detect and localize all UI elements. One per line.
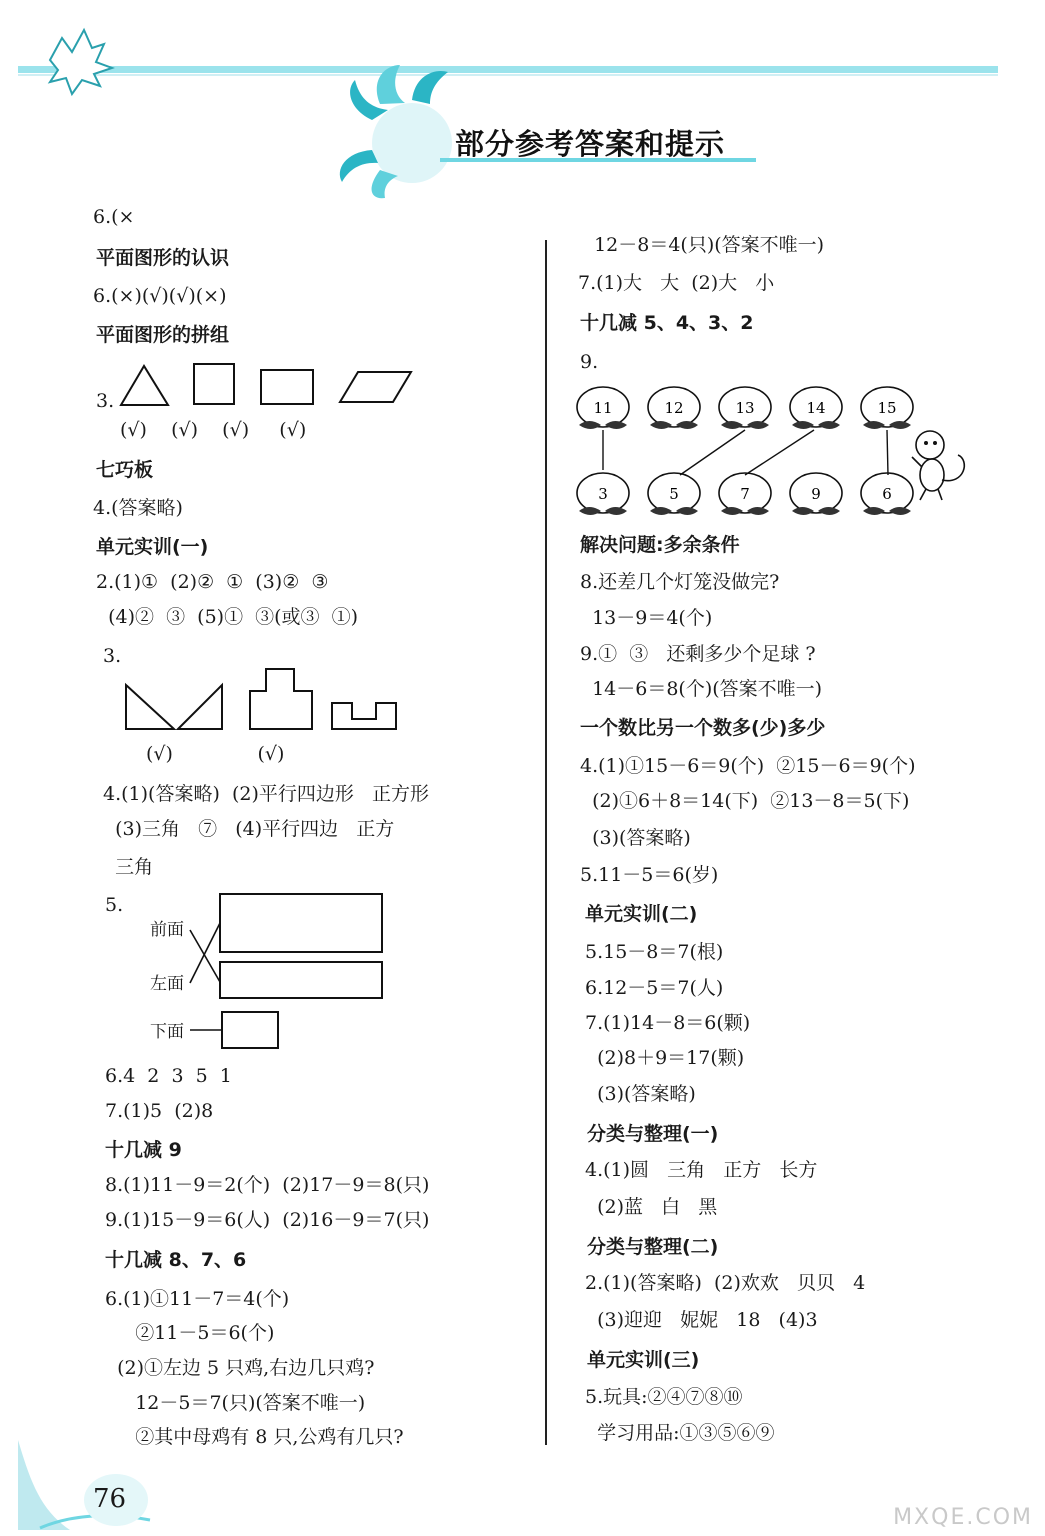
peach-item	[577, 473, 629, 515]
view-label-bottom: 下面	[150, 1022, 184, 1042]
peach-number: 3	[598, 485, 608, 503]
section-heading: 解决问题:多余条件	[580, 534, 740, 556]
answer-line: 学习用品:①③⑤⑥⑨	[585, 1422, 775, 1444]
peach-item	[790, 387, 842, 429]
answer-line: 6.12－5＝7(人)	[585, 977, 724, 999]
answer-line: 5.玩具:②④⑦⑧⑩	[585, 1386, 743, 1408]
answer-line: 5.11－5＝6(岁)	[580, 864, 719, 886]
section-heading: 十几减 5、4、3、2	[580, 312, 754, 334]
answer-line: 6.4 2 3 5 1	[105, 1065, 232, 1087]
peach-number: 13	[735, 399, 755, 417]
peach-item	[648, 473, 700, 515]
peach-item	[577, 387, 629, 429]
answer-line: (4)② ③ (5)① ③(或③ ①)	[96, 606, 359, 628]
answer-line: (3)三角 ⑦ (4)平行四边 正方	[103, 818, 395, 840]
peach-number: 12	[664, 399, 684, 417]
monkey-icon	[912, 431, 964, 500]
peach-number: 11	[593, 399, 613, 417]
answer-line: 4.(1)圆 三角 正方 长方	[585, 1159, 818, 1181]
answer-line: (3)迎迎 妮妮 18 (4)3	[585, 1309, 818, 1331]
answer-line: 8.(1)11－9＝2(个) (2)17－9＝8(只)	[105, 1174, 430, 1196]
shapes-figure	[118, 360, 418, 412]
answer-line: 6.(×)(√)(√)(×)	[93, 285, 227, 307]
section-heading: 七巧板	[96, 459, 154, 481]
peach-item	[719, 387, 771, 429]
answer-line: (2)蓝 白 黑	[585, 1196, 718, 1218]
answer-line: (3)(答案略)	[580, 827, 691, 849]
answer-line: 13－9＝4(个)	[580, 607, 713, 629]
answer-line: 6.(×	[93, 206, 135, 228]
answer-line: (3)(答案略)	[585, 1083, 696, 1105]
peach-number: 7	[740, 485, 750, 503]
peach-item	[861, 473, 913, 515]
page-number: 76	[93, 1484, 127, 1514]
answer-line: 14－6＝8(个)(答案不唯一)	[580, 678, 823, 700]
section-heading: 单元实训(一)	[96, 536, 209, 558]
peach-item	[861, 387, 913, 429]
answer-line: (2)①左边 5 只鸡,右边几只鸡?	[105, 1357, 375, 1379]
answer-line: 6.(1)①11－7＝4(个)	[105, 1288, 290, 1310]
matching-views-figure	[180, 890, 390, 1050]
answer-line: 9.① ③ 还剩多少个足球 ?	[580, 643, 816, 665]
watermark: MXQE.COM	[893, 1505, 1033, 1530]
view-label-left: 左面	[150, 974, 184, 994]
section-heading: 一个数比另一个数多(少)多少	[580, 717, 826, 739]
section-heading: 单元实训(二)	[585, 903, 698, 925]
composed-shapes-figure	[120, 665, 410, 735]
section-heading: 平面图形的拼组	[96, 324, 230, 346]
answer-line: (2)①6＋8＝14(下) ②13－8＝5(下)	[580, 790, 910, 812]
section-heading: 十几减 8、7、6	[105, 1249, 247, 1271]
footer-decoration	[0, 1420, 200, 1536]
peach-number: 5	[669, 485, 679, 503]
peach-item	[648, 387, 700, 429]
header-decoration	[0, 0, 1045, 200]
section-heading: 平面图形的认识	[96, 247, 230, 269]
answer-line: 12－5＝7(只)(答案不唯一)	[105, 1392, 366, 1414]
answer-line: 三角	[103, 856, 154, 878]
answer-line: 5.15－8＝7(根)	[585, 941, 724, 963]
peach-number: 6	[882, 485, 892, 503]
section-heading: 分类与整理(一)	[587, 1123, 719, 1145]
answer-line: ②11－5＝6(个)	[105, 1322, 275, 1344]
peach-number: 14	[806, 399, 826, 417]
answer-line: 2.(1)(答案略) (2)欢欢 贝贝 4	[585, 1272, 866, 1294]
section-heading: 十几减 9	[105, 1139, 182, 1161]
section-heading: 分类与整理(二)	[587, 1236, 719, 1258]
peach-number: 15	[877, 399, 897, 417]
answer-line: 12－8＝4(只)(答案不唯一)	[582, 234, 825, 256]
answer-line: 9.(1)15－9＝6(人) (2)16－9＝7(只)	[105, 1209, 430, 1231]
peach-item	[790, 473, 842, 515]
page-title: 部分参考答案和提示	[455, 127, 726, 161]
column-divider	[545, 240, 547, 1445]
answer-line: 8.还差几个灯笼没做完?	[580, 571, 780, 593]
view-label-front: 前面	[150, 920, 184, 940]
answer-line: 4.(1)(答案略) (2)平行四边形 正方形	[103, 783, 429, 805]
answer-line: 9.	[580, 351, 599, 373]
peach-number: 9	[811, 485, 821, 503]
answer-line: 7.(1)大 大 (2)大 小	[578, 272, 775, 294]
answer-line: 4.(答案略)	[93, 497, 183, 519]
answer-line: 5.	[105, 894, 124, 916]
answer-line: 7.(1)5 (2)8	[105, 1100, 214, 1122]
peach-matching-figure	[570, 375, 990, 520]
check-marks: (√) (√) (√) (√)	[120, 419, 307, 441]
answer-line: 7.(1)14－8＝6(颗)	[585, 1012, 751, 1034]
check-marks: (√) (√)	[146, 743, 285, 765]
answer-line: 2.(1)① (2)② ① (3)② ③	[96, 571, 329, 593]
answer-line: 4.(1)①15－6＝9(个) ②15－6＝9(个)	[580, 755, 916, 777]
answer-line: 3.	[96, 390, 115, 412]
answer-line: (2)8＋9＝17(颗)	[585, 1047, 745, 1069]
section-heading: 单元实训(三)	[587, 1349, 700, 1371]
answer-line: 3.	[103, 645, 122, 667]
answer-line: ②其中母鸡有 8 只,公鸡有几只?	[105, 1426, 404, 1448]
